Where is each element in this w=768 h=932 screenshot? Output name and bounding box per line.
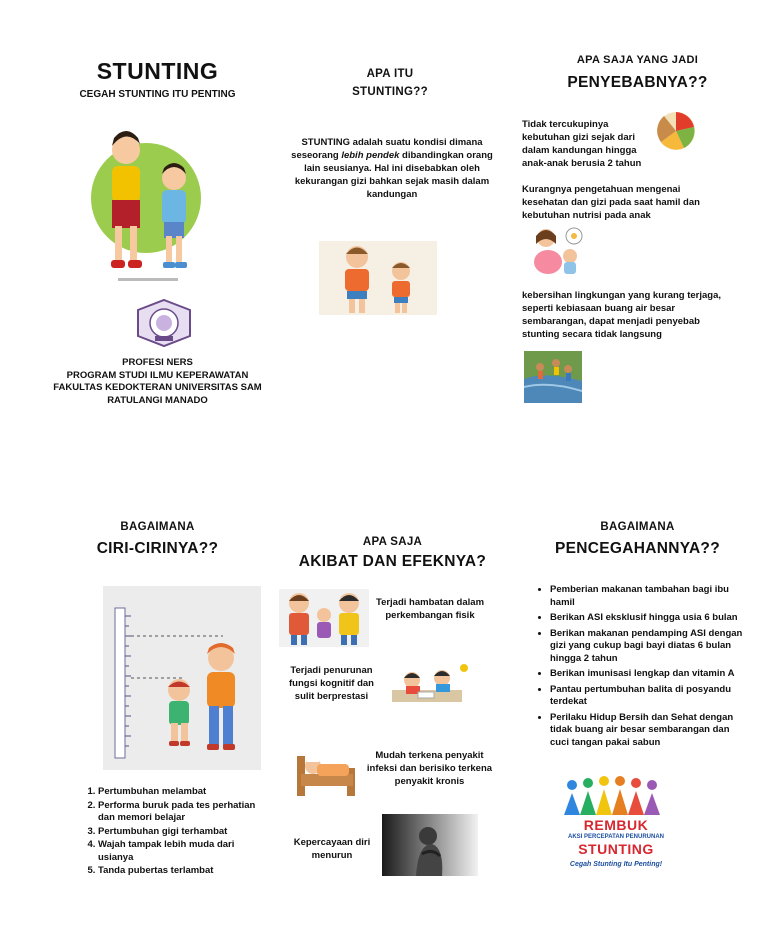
effect-item: Terjadi hambatan dalam perkembangan fisik bbox=[375, 597, 485, 621]
effects-heading-line2: AKIBAT DAN EFEKNYA? bbox=[298, 553, 487, 570]
list-item: 5. Tanda pubertas terlambat bbox=[98, 865, 268, 878]
list-item: 2. Performa buruk pada tes perhatian dan memori belajar bbox=[98, 800, 268, 825]
list-item: 1. Pertumbuhan melambat bbox=[98, 786, 268, 799]
institution-block bbox=[50, 357, 265, 407]
food-plate-icon bbox=[656, 105, 696, 157]
effect-item: Mudah terkena penyakit infeksi dan berisiko terkena penyakit kronis bbox=[366, 750, 493, 787]
effects-heading-line1: APA SAJA bbox=[362, 536, 423, 548]
signs-heading-line1: BAGAIMANA bbox=[120, 521, 195, 533]
kids-height-picture bbox=[319, 241, 437, 315]
institution-line: PROGRAM STUDI ILMU KEPERAWATAN bbox=[66, 369, 249, 381]
list-item: • Pantau pertumbuhan balita di posyandu terdekat bbox=[550, 684, 745, 709]
mother-child-picture bbox=[526, 224, 586, 278]
prevention-heading-line2: PENCEGAHANNYA?? bbox=[555, 540, 720, 557]
logo-rembuk-text: REMBUK bbox=[583, 817, 649, 833]
height-measure-picture bbox=[103, 586, 261, 770]
list-item: 4. Wajah tampak lebih muda dari usianya bbox=[98, 839, 268, 864]
signs-list bbox=[98, 786, 268, 879]
kids-group-picture bbox=[279, 589, 369, 647]
causes-heading-line2: PENYEBABNYA?? bbox=[567, 74, 708, 91]
cause-item: kebersihan lingkungan yang kurang terjaga, seperti kebiasaan buang air besar sembarangan, dapat menjadi penyebab stunting secara tidak langsung bbox=[522, 290, 722, 340]
what-description bbox=[288, 136, 496, 201]
list-item: • Berikan makanan pendamping ASI dengan gizi yang cukup bagi bayi diatas 6 bulan hingga 2 tahun bbox=[550, 628, 745, 666]
cover-subtitle: CEGAH STUNTING ITU PENTING bbox=[79, 89, 236, 100]
sick-child-picture bbox=[293, 738, 359, 800]
what-heading-line1: APA ITU bbox=[366, 68, 414, 80]
list-item: 3. Pertumbuhan gigi terhambat bbox=[98, 826, 268, 839]
sad-child-picture bbox=[382, 814, 478, 876]
what-text-emph: lebih pendek bbox=[341, 150, 400, 161]
institution-line: FAKULTAS KEDOKTERAN UNIVERSITAS SAM bbox=[53, 382, 262, 393]
logo-aksi-text: AKSI PERCEPATAN PENURUNAN bbox=[567, 834, 664, 840]
kids-illustration bbox=[88, 120, 206, 288]
logo-stunting-text: STUNTING bbox=[578, 841, 654, 857]
list-item: • Berikan ASI eksklusif hingga usia 6 bulan bbox=[550, 612, 745, 625]
institution-line: PROFESI NERS bbox=[122, 357, 193, 368]
rembuk-stunting-logo bbox=[560, 775, 672, 875]
river-sanitation-picture bbox=[524, 351, 582, 403]
effect-item: Terjadi penurunan fungsi kognitif dan sulit berprestasi bbox=[289, 665, 374, 702]
what-text-part2: dibandingkan orang lain seusianya. Hal ini disebabkan oleh kekurangan gizi bahkan sejak masih dalam kandungan bbox=[294, 150, 493, 200]
effect-item: Kepercayaan diri menurun bbox=[293, 837, 371, 861]
cause-item: Kurangnya pengetahuan mengenai kesehatan dan gizi pada saat hamil dan kebutuhan nutrisi pada anak bbox=[522, 184, 700, 221]
studying-kids-picture bbox=[382, 660, 472, 708]
what-text-part1: STUNTING adalah suatu kondisi dimana seseorang bbox=[291, 137, 483, 161]
cause-item: Tidak tercukupinya kebutuhan gizi sejak dari dalam kandungan hingga anak-anak berusia 2 tahun bbox=[522, 119, 642, 169]
list-item: • Perilaku Hidup Bersih dan Sehat dengan tidak buang air besar sembarangan dan cuci tangan pakai sabun bbox=[550, 712, 745, 750]
university-seal-icon bbox=[135, 298, 193, 348]
logo-tagline: Cegah Stunting Itu Penting! bbox=[569, 861, 663, 868]
prevention-heading-line1: BAGAIMANA bbox=[600, 521, 675, 533]
signs-heading-line2: CIRI-CIRINYA?? bbox=[96, 540, 219, 557]
institution-line: RATULANGI MANADO bbox=[107, 394, 208, 406]
prevention-list bbox=[536, 584, 745, 752]
list-item: • Pemberian makanan tambahan bagi ibu hamil bbox=[550, 584, 745, 609]
causes-heading-line1: APA SAJA YANG JADI bbox=[576, 54, 699, 66]
what-heading-line2: STUNTING?? bbox=[352, 86, 428, 98]
list-item: • Berikan imunisasi lengkap dan vitamin A bbox=[550, 668, 745, 681]
cover-title: STUNTING bbox=[96, 58, 219, 84]
